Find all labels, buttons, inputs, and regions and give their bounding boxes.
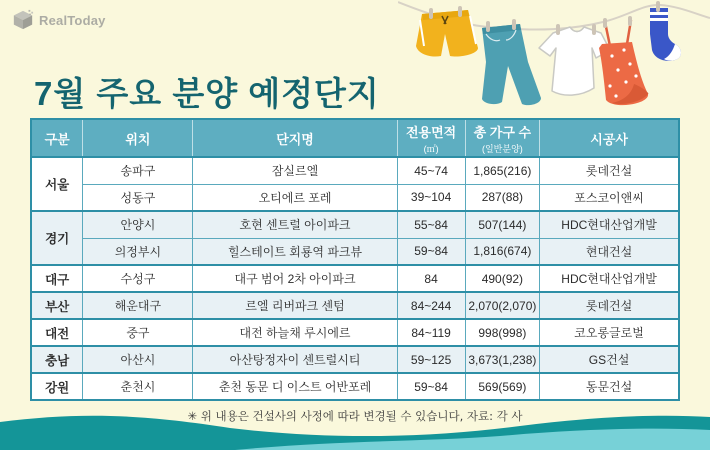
table-header: [31, 119, 679, 157]
footnote: ✳ 위 내용은 건설사의 사정에 따라 변경될 수 있습니다, 자료: 각 사: [187, 409, 523, 423]
col-header-category: [31, 119, 83, 157]
complex-cell: 호현 센트럴 아이파크: [193, 211, 397, 238]
location-cell: 안양시: [83, 211, 193, 238]
table-row: [31, 319, 679, 346]
complex-cell: 힐스테이트 회룡역 파크뷰: [193, 238, 397, 265]
col-header-sublabel: (㎡): [423, 143, 439, 154]
complex-cell: 춘천 동문 디 이스트 어반포레: [193, 373, 397, 400]
region-cell: 부산: [31, 292, 83, 319]
region-cell: 강원: [31, 373, 83, 400]
cube-logo-icon: [12, 8, 34, 32]
households-cell: 2,070(2,070): [465, 292, 540, 319]
complex-cell: 대전 하늘채 루시에르: [193, 319, 397, 346]
blue-sock-icon: [650, 1, 681, 61]
area-cell: 84: [397, 265, 465, 292]
brand-name: RealToday: [39, 12, 106, 28]
builder-cell: HDC현대산업개발: [540, 211, 679, 238]
table-row: [31, 373, 679, 400]
location-cell: 수성구: [83, 265, 193, 292]
builder-cell: 현대건설: [540, 238, 679, 265]
location-cell: 아산시: [83, 346, 193, 373]
area-cell: 45~74: [397, 157, 465, 184]
complex-cell: 대구 범어 2차 아이파크: [193, 265, 397, 292]
col-header-builder: [540, 119, 679, 157]
area-cell: 55~84: [397, 211, 465, 238]
area-cell: 59~84: [397, 238, 465, 265]
builder-cell: 코오롱글로벌: [540, 319, 679, 346]
area-cell: 59~125: [397, 346, 465, 373]
region-cell: 대구: [31, 265, 83, 292]
col-header-sublabel: (일반분양): [481, 143, 523, 154]
presale-table: [30, 118, 680, 401]
table-row: [31, 211, 679, 238]
region-cell: 충남: [31, 346, 83, 373]
households-cell: 3,673(1,238): [465, 346, 540, 373]
area-cell: 39~104: [397, 184, 465, 211]
complex-cell: 아산탕정자이 센트럴시티: [193, 346, 397, 373]
wave-decoration: [0, 402, 710, 450]
col-header-label: 전용면적: [405, 124, 457, 140]
table-row: [31, 238, 679, 265]
col-header-label: 구분: [44, 131, 70, 147]
location-cell: 춘천시: [83, 373, 193, 400]
area-cell: 84~244: [397, 292, 465, 319]
blue-jeans-icon: [482, 19, 541, 105]
region-cell: 대전: [31, 319, 83, 346]
col-header-households: [465, 119, 540, 157]
col-header-area: [397, 119, 465, 157]
col-header-label: 시공사: [590, 131, 628, 147]
builder-cell: 포스코이앤씨: [540, 184, 679, 211]
white-tshirt-icon: [539, 24, 610, 95]
households-cell: 287(88): [465, 184, 540, 211]
orange-polkadot-swimsuit-icon: [599, 16, 648, 105]
table-row: [31, 157, 679, 184]
builder-cell: HDC현대산업개발: [540, 265, 679, 292]
complex-cell: 르엘 리버파크 센텀: [193, 292, 397, 319]
table-row: [31, 184, 679, 211]
page-title: 7월 주요 분양 예정단지: [34, 75, 380, 112]
households-cell: 507(144): [465, 211, 540, 238]
builder-cell: 동문건설: [540, 373, 679, 400]
households-cell: 1,865(216): [465, 157, 540, 184]
brand-logo: [12, 8, 106, 32]
complex-cell: 잠실르엘: [193, 157, 397, 184]
households-cell: 998(998): [465, 319, 540, 346]
location-cell: 송파구: [83, 157, 193, 184]
region-cell: 서울: [31, 157, 83, 211]
households-cell: 490(92): [465, 265, 540, 292]
table-row: [31, 346, 679, 373]
households-cell: 1,816(674): [465, 238, 540, 265]
col-header-complex-name: [193, 119, 397, 157]
builder-cell: 롯데건설: [540, 157, 679, 184]
location-cell: 성동구: [83, 184, 193, 211]
col-header-location: [83, 119, 193, 157]
col-header-label: 단지명: [276, 131, 314, 147]
complex-cell: 오티에르 포레: [193, 184, 397, 211]
builder-cell: 롯데건설: [540, 292, 679, 319]
region-cell: 경기: [31, 211, 83, 265]
table-row: [31, 265, 679, 292]
builder-cell: GS건설: [540, 346, 679, 373]
location-cell: 중구: [83, 319, 193, 346]
location-cell: 해운대구: [83, 292, 193, 319]
location-cell: 의정부시: [83, 238, 193, 265]
households-cell: 569(569): [465, 373, 540, 400]
area-cell: 59~84: [397, 373, 465, 400]
col-header-label: 위치: [125, 131, 151, 147]
yellow-shorts-icon: [416, 6, 478, 57]
col-header-label: 총 가구 수: [473, 124, 532, 140]
area-cell: 84~119: [397, 319, 465, 346]
table-row: [31, 292, 679, 319]
